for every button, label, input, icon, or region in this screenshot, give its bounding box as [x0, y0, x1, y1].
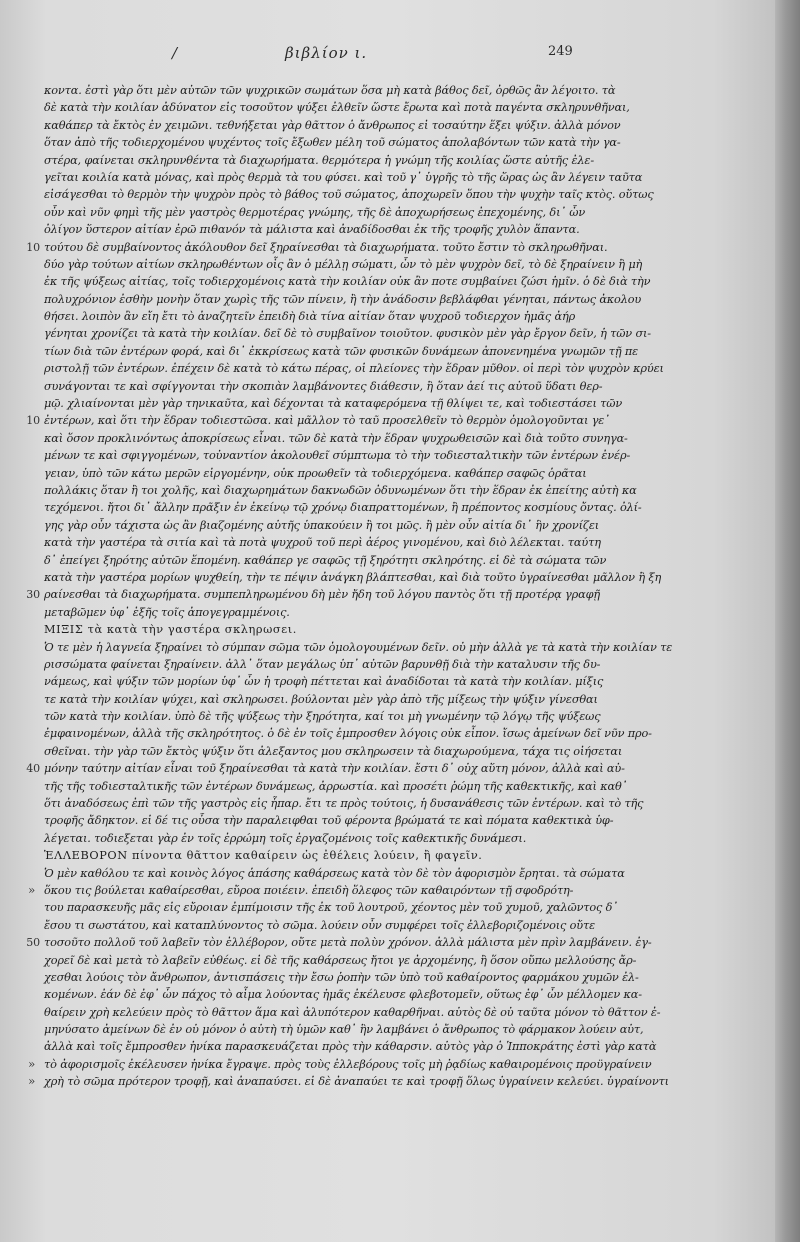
text-line: [44, 795, 644, 812]
line-text: μεταβῶμεν ὑφ᾽ ἑξῆς τοῖς ἀπογεγραμμένοις.: [44, 605, 290, 619]
text-line: [44, 169, 643, 186]
line-text: μῷ. χλιαίνονται μὲν γὰρ τηνικαῦτα, καὶ δέχονται τὰ καταφερόμενα τῇ θλίψει τε, καὶ τοδιεστάσει τῶν: [44, 397, 623, 411]
line-text: οὖν καὶ νῦν φημὶ τῆς μὲν γαστρὸς θερμοτέρας γνώμης, τῆς δὲ ἀποχωρήσεως ἐπεχομένης, δι᾽ ὧν: [44, 205, 586, 219]
line-text: κοντα. ἐστὶ γὰρ ὅτι μὲν αὐτῶν τῶν ψυχρικῶν σωμάτων ὅσα μὴ κατὰ βάθος δεῖ, ὀρθῶς ἂν λέγοιτο. τὰ: [44, 84, 616, 97]
text-line: [44, 221, 616, 238]
line-text: θαίρειν χρὴ κελεύειν πρὸς τὸ θᾶττον ἅμα καὶ ἀλυπότερον καθαρθῆναι. αὐτὸς δὲ οὐ ταῦτα μόνον τὸ θᾶττον ἐ-: [44, 1005, 661, 1019]
text-line: [44, 569, 662, 586]
line-text: ἔσου τι σωστάτου, καὶ καταπλύνοντος τὸ σῶμα. λούειν οὖν συμφέρει τοῖς ἐλλεβοριζομένοις οὔτε: [44, 918, 596, 932]
text-line: [44, 152, 616, 169]
line-text: δύο γὰρ τούτων αἰτίων σκληρωθέντων οἷς ἂν ὁ μέλλῃ σώματι, ὧν τὸ μὲν ψυχρὸν δεῖ, τὸ δὲ ξηραίνειν ἢ μὴ: [44, 257, 643, 271]
text-line: [44, 308, 616, 325]
quotation-mark: »: [28, 1074, 36, 1089]
text-line: [44, 447, 631, 464]
line-text: κατὰ τὴν γαστέρα μορίων ψυχθείη, τὴν τε πέψιν ἀνάγκη βλάπτεσθαι, καὶ διὰ τοῦτο ὑγραίνεσθαι μᾶλλον ἢ ξη: [44, 570, 662, 584]
text-line: [44, 1004, 661, 1021]
line-text: χεσθαι λούοις τὸν ἄνθρωπον, ἀντισπάσεις τὴν ἔσω ῥοπὴν τῶν ὑπὸ τοῦ καθαίροντος φαρμάκου χυμῶν ἐλ-: [44, 970, 639, 984]
line-text: πολυχρόνιον ἐσθὴν μονὴν ὅταν χωρὶς τῆς τῶν πίνειν, ἢ τὴν ἀνάδοσιν βεβλάφθαι γένηται, πάντως ἀκολου: [44, 292, 642, 306]
text-line: [44, 986, 642, 1003]
line-text: χρὴ τὸ σῶμα πρότερον τροφῇ, καὶ ἀναπαύσει. εἰ δὲ ἀναπαύει τε καὶ τροφῇ ὅλως ὑγραίνειν κελεύει. ὑγραίνοντι: [44, 1075, 669, 1089]
line-text: κομένων. ἐάν δὲ ἐφ᾽ ὧν πάχος τὸ αἷμα λούοντας ἡμᾶς ἐκέλευσε φλεβοτομεῖν, οὕτως ἐφ᾽ ὧν μέλλομεν κα-: [44, 988, 642, 1002]
text-line: [44, 517, 616, 534]
text-line: [26, 412, 616, 429]
text-line: [44, 291, 642, 308]
line-text: ὅτι ἀναδόσεως ἐπὶ τῶν τῆς γαστρὸς εἰς ἧπαρ. ἔτι τε πρὸς τούτοις, ἡ δυσανάθεσις τῶν ἐντέρων. καὶ τὸ τῆς: [44, 797, 644, 811]
text-line: [44, 499, 642, 516]
text-line: [44, 865, 625, 882]
line-text: ἐντέρων, καὶ ὅτι τὴν ἕδραν τοδιεστῶσα. καὶ μᾶλλον τὸ ταῦ προσελθεῖν τὸ θερμὸν ὁμολογοῦνται γε᾽: [44, 414, 610, 428]
line-text: ρισσώματα φαίνεται ξηραίνειν. ἀλλ᾽ ὅταν μεγάλως ὑπ᾽ αὐτῶν βαρυνθῇ διὰ τὴν καταλυσιν τῆς δυ-: [44, 657, 601, 671]
text-line: [44, 743, 623, 760]
line-text: λέγεται. τοδιεξεται γὰρ ἐν τοῖς ἐρρώμη τοῖς ἐργαζομένοις τοῖς καθεκτικῆς δυνάμεσι.: [44, 831, 527, 845]
text-line: [26, 586, 616, 603]
text-line: [44, 82, 616, 99]
line-text: ἙΛΛΕΒΟΡΟΝ πίνοντα θᾶττον καθαίρειν ὡς ἐθέλεις λούειν, ἢ φαγεῖν.: [44, 849, 483, 863]
line-text: μηνύσατο ἀμείνων δὲ ἐν οὐ μόνον ὁ αὐτὴ τὴ ὑμῶν καθ᾽ ἣν λαμβάνει ὁ ἄνθρωπος τὸ φάρμακον λούειν αὐτ,: [44, 1023, 644, 1037]
text-line: [26, 934, 652, 951]
line-text: ἀλλὰ καὶ τοῖς ἔμπροσθεν ἡνίκα παρασκευάζεται πρὸς τὴν κάθαρσιν. αὐτὸς γὰρ ὁ Ἱπποκράτης ἐστὶ γὰρ κατὰ: [44, 1040, 657, 1054]
text-line: [44, 134, 621, 151]
text-line: [44, 917, 616, 934]
line-text: τε κατὰ τὴν κοιλίαν ψύχει, καὶ σκληρωσει. βούλονται μὲν γὰρ ἀπὸ τῆς μίξεως τὴν ψύξιν γίνεσθαι: [44, 692, 598, 706]
text-line: [44, 395, 623, 412]
line-text: Ὁ μὲν καθόλου τε καὶ κοινὸς λόγος ἁπάσης καθάρσεως κατὰ τὸν δὲ τὸν ἀφορισμὸν ἔρηται. τὰ σώματα: [44, 866, 625, 880]
text-line: [44, 186, 654, 203]
text-line: [44, 204, 616, 221]
text-line: [44, 830, 616, 847]
text-line: [44, 343, 639, 360]
text-line: [26, 239, 616, 256]
line-text: καὶ ὅσον προκλινόντως ἀποκρίσεως εἶναι. τῶν δὲ κατὰ τὴν ἕδραν ψυχρωθεισῶν καὶ διὰ τοῦτο συνηγα-: [44, 431, 628, 445]
margin-line-number: 10: [26, 414, 40, 428]
text-line: [26, 760, 625, 777]
text-line: [44, 117, 621, 134]
line-text: μόνην ταύτην αἰτίαν εἶναι τοῦ ξηραίνεσθαι τὰ κατὰ τὴν κοιλίαν. ἔστι δ᾽ οὐχ αὕτη μόνον, ἀλλὰ καὶ αὐ-: [44, 762, 625, 776]
text-block: [26, 82, 673, 1091]
line-text: πολλάκις ὅταν ἢ τοι χολῆς, καὶ διαχωρημάτων δακνωδῶν ὀδυνωμένων ὅτι τὴν ἕδραν ἐκ ἐπείτης αὐτὴ κα: [44, 483, 637, 497]
line-text: νάμεως, καὶ ψύξιν τῶν μορίων ὑφ᾽ ὧν ἡ τροφὴ πέττεται καὶ ἀναδίδοται τὰ κατὰ τὴν κοιλίαν. μίξις: [44, 675, 604, 689]
line-text: σθεῖναι. τὴν γὰρ τῶν ἔκτὸς ψύξιν ὅτι ἀλεξαντος μου σκληρωσειν τὰ διαχωρούμενα, τάχα τις οἰήσεται: [44, 744, 623, 758]
line-text: τὸ ἀφορισμοῖς ἐκέλευσεν ἡνίκα ἔγραψε. πρὸς τοὺς ἐλλεβόρους τοῖς μὴ ῥᾳδίως καθαιρομένοις προϋγραίνειν: [44, 1057, 652, 1071]
section-heading: [44, 847, 616, 864]
line-text: γης γὰρ οὖν τάχιστα ὡς ἂν βιαζομένης αὐτῆς ὑπακούειν ἢ τοι μῶς. ἢ μὲν οὖν αἰτία δι᾽ ἣν χρονίζει: [44, 518, 600, 532]
margin-line-number: 30: [26, 588, 40, 602]
line-text: ἐκ τῆς ψύξεως αἰτίας, τοῖς τοδιερχομένοις κατὰ τὴν κοιλίαν οὐκ ἂν ποτε συμβαίνει ζώσι ἡμῖν. ὁ δὲ διὰ τὴν: [44, 275, 651, 289]
line-text: στέρα, φαίνεται σκληρυνθέντα τὰ διαχωρήματα. θερμότερα ἡ γνώμη τῆς κοιλίας ὥστε αὐτῆς ἐλε-: [44, 153, 595, 167]
line-text: τούτου δὲ συμβαίνοντος ἀκόλουθον δεῖ ξηραίνεσθαι τὰ διαχωρήματα. τοῦτο ἔστιν τὸ σκληρωθῆναι.: [44, 240, 608, 254]
text-line: [28, 1073, 669, 1090]
line-text: χορεῖ δὲ καὶ μετὰ τὸ λαβεῖν εὐθέως. εἰ δὲ τῆς καθάρσεως ἤτοι γε ἀρχομένης, ἢ ὅσον οὔπω μελλούσης ἄρ-: [44, 953, 637, 967]
line-text: ὅκου τις βούλεται καθαίρεσθαι, εὔροα ποιέειν. ἐπειδὴ ὅλεφος τῶν καθαιρόντων τῇ σφοδρότη-: [44, 883, 574, 897]
text-line: [44, 604, 616, 621]
text-line: [44, 778, 628, 795]
line-text: ἐμφαινομένων, ἀλλὰ τῆς σκληρότητος. ὁ δὲ ἐν τοῖς ἐμπροσθεν λόγοις οὐκ εἶπον. ἴσως ἀμείνων δεῖ νῦν προ-: [44, 727, 652, 741]
text-line: [44, 273, 651, 290]
line-text: του παρασκευῆς μᾶς εἰς εὔροιαν ἐμπίμοισιν τῆς ἐκ τοῦ λουτροῦ, χέοντος μὲν τοῦ χυμοῦ, χαλῶντος δ᾽: [44, 901, 618, 915]
line-text: δὲ κατὰ τὴν κοιλίαν ἀδύνατον εἰς τοσοῦτον ψύξει ἐλθεῖν ὥστε ἔρωτα καὶ ποτὰ παγέντα σκληρυνθῆναι,: [44, 101, 630, 115]
line-text: καθάπερ τὰ ἔκτὸς ἐν χειμῶνι. τεθνήξεται γὰρ θᾶττον ὁ ἄνθρωπος εἰ τοσαύτην ἕξει ψύξιν. ἀλλὰ μόνον: [44, 118, 621, 132]
text-line: [44, 656, 616, 673]
text-line: [44, 552, 616, 569]
line-text: ριστολῇ τῶν ἐντέρων. ἐπέχειν δὲ κατὰ τὸ κάτω πέρας, οἱ πλείονες τὴν ἕδραν μῦθον. οἱ περὶ τὸν ψυχρὸν κρύει: [44, 362, 664, 376]
text-line: [44, 256, 643, 273]
line-text: γένηται χρονίζει τὰ κατὰ τὴν κοιλίαν. δεῖ δὲ τὸ συμβαῖνον τοιοῦτον. φυσικὸν μὲν γὰρ ἔργον δεῖν, ἡ τῶν σι-: [44, 327, 651, 341]
line-text: ὅταν ἀπὸ τῆς τοδιερχομένου ψυχέντος τοῖς ἔξωθεν μέλη τοῦ σώματος ἀπολαβόντων τῶν κατὰ τὴν γα-: [44, 136, 621, 150]
line-text: τεχόμενοι. ἤτοι δι᾽ ἄλλην πρᾶξιν ἐν ἐκείνῳ τῷ χρόνῳ διαπραττομένων, ἢ πρέποντος κοσμίους ὄντας. ὀλί-: [44, 501, 642, 515]
line-text: θήσει. λοιπὸν ἂν εἴη ἔτι τὸ ἀναζητεῖν ἐπειδὴ διὰ τίνα αἰτίαν ὅταν ψυχροῦ τοδιερχον ἡμᾶς ἀήρ: [44, 310, 576, 324]
text-line: [28, 882, 616, 899]
text-line: [44, 952, 637, 969]
text-line: [44, 534, 616, 551]
text-line: [44, 673, 616, 690]
quotation-mark: »: [28, 882, 36, 897]
text-line: [28, 1056, 652, 1073]
line-text: ραίνεσθαι τὰ διαχωρήματα. συμπεπληρωμένου δὴ μὲν ἤδη τοῦ λόγου παντὸς ὅτι τῇ προτέρᾳ γραφῇ: [44, 588, 601, 602]
margin-line-number: 10: [26, 240, 40, 254]
text-line: [44, 691, 616, 708]
section-heading: [44, 621, 616, 638]
text-line: [44, 465, 616, 482]
text-line: [44, 1038, 657, 1055]
line-text: κατὰ τὴν γαστέρα τὰ σιτία καὶ τὰ ποτὰ ψυχροῦ τοῦ περὶ ἀέρος γινομένου, καὶ διὸ λέλεκται. ταύτη: [44, 536, 601, 550]
text-line: [44, 639, 673, 656]
text-line: [44, 99, 630, 116]
line-text: ὀλίγον ὕστερον αἰτίαν ἐρῶ πιθανόν τὰ μάλιστα καὶ ἀναδίδοσθαι ἐκ τῆς τροφῆς χυλὸν ἅπαντα.: [44, 223, 580, 237]
line-text: ΜΙΞΙΣ τὰ κατὰ τὴν γαστέρα σκληρωσει.: [44, 623, 297, 637]
text-line: [44, 1021, 644, 1038]
quotation-mark: »: [28, 1056, 36, 1071]
margin-line-number: 50: [26, 936, 40, 950]
line-text: γεῖται κοιλία κατὰ μόνας, καὶ πρὸς θερμὰ τὰ του φύσει. καὶ τοῦ γ᾽ ὑγρῆς τὸ τῆς ὥρας ὡς ἂν λέγειν ταῦτα: [44, 170, 643, 184]
running-head-title: βιβλίον ι.: [285, 44, 368, 62]
line-text: τῶν κατὰ τὴν κοιλίαν. ὑπὸ δὲ τῆς ψύξεως τὴν ξηρότητα, καί τοι μὴ γνωμένην τῷ λόγῳ τῆς ψύξεως: [44, 710, 601, 724]
line-text: συνάγονται τε καὶ σφίγγονται τὴν σκοπιὰν λαμβάνοντες διάθεσιν, ἢ ὅταν ἀεί τις αὐτοῦ ὕδατι θερ-: [44, 379, 603, 393]
text-line: [44, 969, 639, 986]
line-text: τίων διὰ τῶν ἐντέρων φορά, καὶ δι᾽ ἐκκρίσεως κατὰ τῶν φυσικῶν δυνάμεων ἀπονενημένα γνωμῶν τῇ πε: [44, 344, 639, 358]
header-mark: /: [172, 44, 178, 62]
line-text: τροφῆς ἄδηκτον. εἰ δέ τις οὖσα τὴν παραλειφθαι τοῦ φέροντα βρώματά τε καὶ πόματα καθεκτικὰ ὑφ-: [44, 814, 614, 828]
line-text: Ὁ τε μὲν ἡ λαγνεία ξηραίνει τὸ σύμπαν σῶμα τῶν ὁμολογουμένων δεῖν. οὐ μὴν ἀλλὰ γε τὰ κατὰ τὴν κοιλίαν τε: [44, 640, 673, 654]
line-text: μένων τε καὶ σφιγγομένων, τοὐναντίον ἀκολουθεῖ σύμπτωμα τὸ τὴν τοδιεσταλτικὴν τῶν ἐντέρων ἐνέρ-: [44, 449, 631, 463]
margin-line-number: 40: [26, 762, 40, 776]
line-text: δ᾽ ἐπείγει ξηρότης αὐτῶν ἕπομένη. καθάπερ γε σαφῶς τῇ ξηρότητι σκληρότης. εἰ δὲ τὰ σώματα τῶν: [44, 553, 607, 567]
text-line: [44, 812, 616, 829]
line-text: εἰσάγεσθαι τὸ θερμὸν τὴν ψυχρὸν πρὸς τὸ βάθος τοῦ σώματος, ἀποχωρεῖν ὅπου τὴν ψυχὴν ταῖς κτὸς. οὕτως: [44, 188, 654, 202]
page-edge: [775, 0, 800, 1242]
text-line: [44, 378, 616, 395]
text-line: [44, 482, 637, 499]
line-text: τοσοῦτο πολλοῦ τοῦ λαβεῖν τὸν ἐλλέβορον, οὔτε μετὰ πολὺν χρόνον. ἀλλὰ μάλιστα μὲν πρὶν λαμβάνειν. ἐγ-: [44, 936, 652, 950]
text-line: [44, 430, 628, 447]
line-text: γειαν, ὑπὸ τῶν κάτω μερῶν εἰργομένην, οὐκ προωθεῖν τὰ τοδιερχόμενα. καθάπερ σαφῶς ὁρᾶται: [44, 466, 587, 480]
text-line: [44, 725, 652, 742]
text-line: [44, 360, 664, 377]
text-line: [44, 899, 616, 916]
line-text: τῆς τῆς τοδιεσταλτικῆς τῶν ἐντέρων δυνάμεως, ἀρρωστία. καὶ προσέτι ῥώμη τῆς καθεκτικῆς, καὶ καθ᾽: [44, 779, 628, 793]
page-number: 249: [548, 44, 573, 59]
text-line: [44, 325, 651, 342]
text-line: [44, 708, 616, 725]
